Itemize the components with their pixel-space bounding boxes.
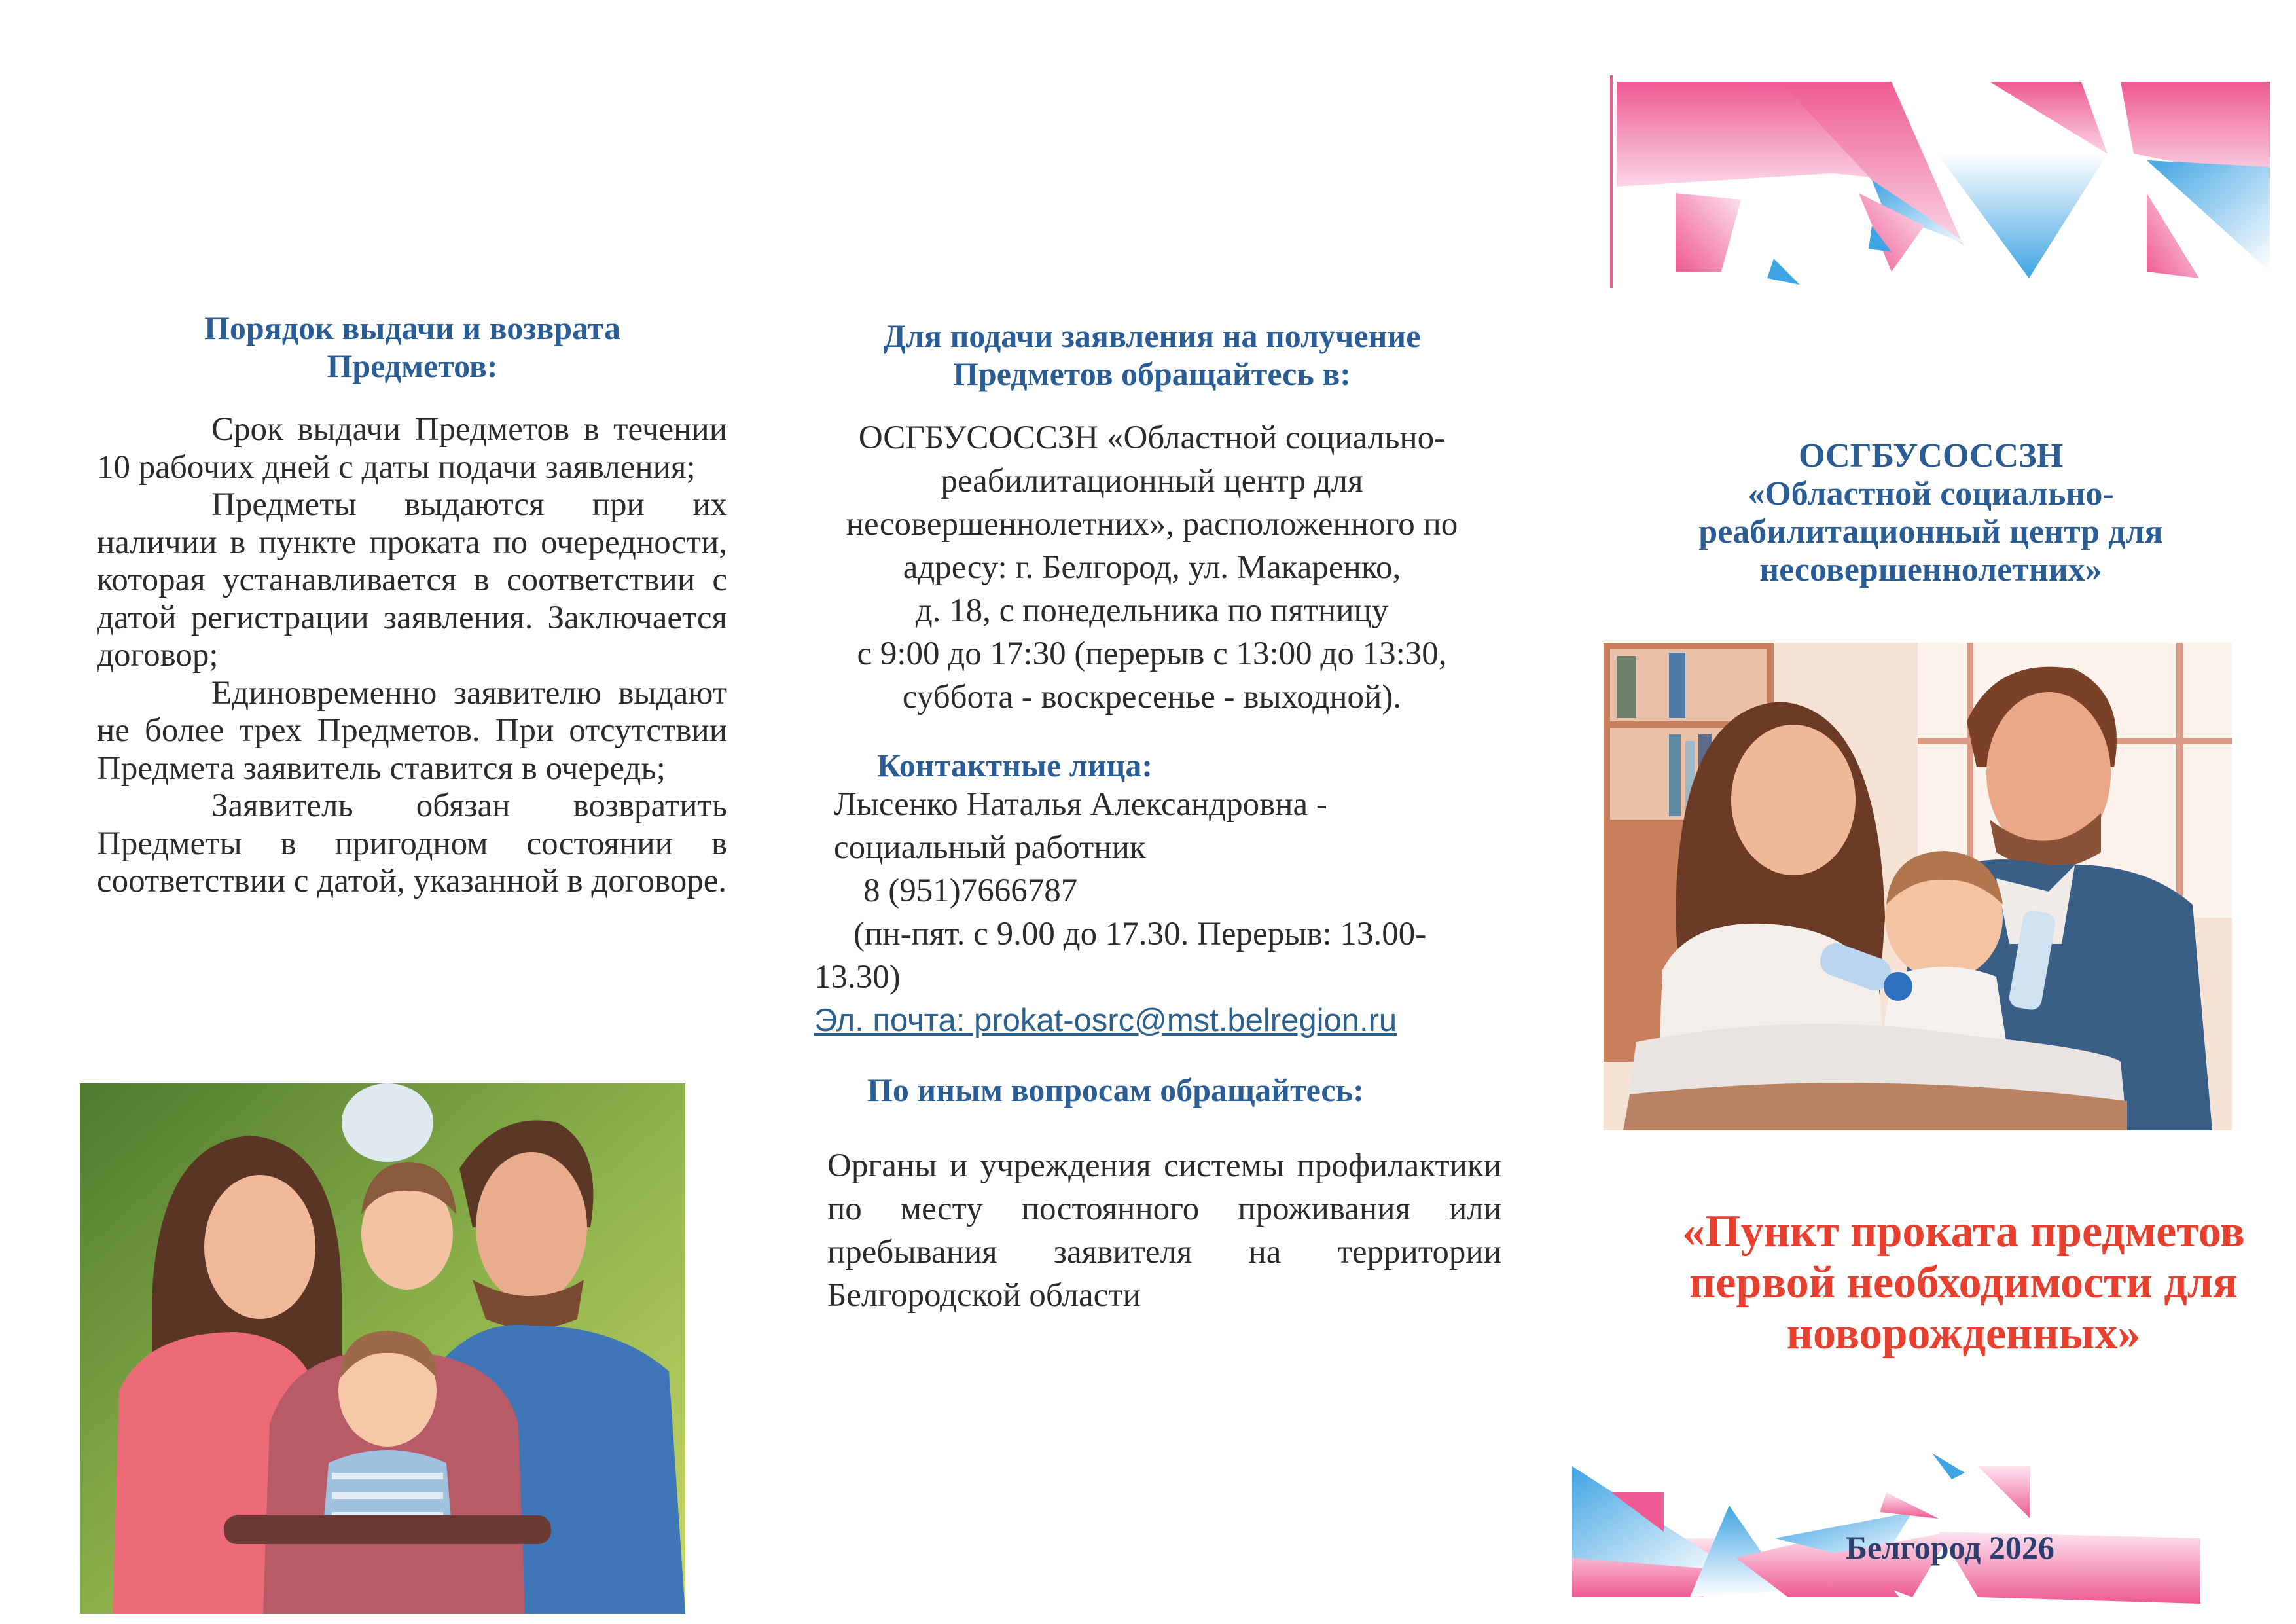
address-line: адресу: г. Белгород, ул. Макаренко, xyxy=(903,549,1401,586)
geometric-decoration-bottom xyxy=(1572,1440,2227,1610)
address-line: несовершеннолетних», расположенного по xyxy=(846,506,1458,543)
address-line: с 9:00 до 17:30 (перерыв с 13:00 до 13:30, xyxy=(857,636,1447,672)
rule-paragraph: Заявитель обязан возвратить Предметы в пригодном состоянии в соответствии с датой, указанной в договоре. xyxy=(97,787,727,899)
title-line: первой необходимости для xyxy=(1689,1257,2238,1308)
rule-paragraph: Срок выдачи Предметов в течении 10 рабочих дней с даты подачи заявления; xyxy=(97,411,727,486)
contact-hours: (пн-пят. с 9.00 до 17.30. Перерыв: 13.00- xyxy=(853,916,1427,952)
org-line: ОСГБУСОССЗН xyxy=(1798,437,2064,475)
email-link[interactable]: Эл. почта: prokat-osrc@mst.belregion.ru xyxy=(814,1003,1397,1038)
contact-phone[interactable]: 8 (951)7666787 xyxy=(863,873,1078,909)
org-line: «Областной социально- xyxy=(1748,475,2114,513)
contact-person xyxy=(814,783,1488,1042)
organization-name xyxy=(1636,437,2225,589)
address-line: д. 18, с понедельника по пятницу xyxy=(915,592,1389,629)
title-line: «Пункт проката предметов xyxy=(1682,1206,2245,1257)
issue-return-heading xyxy=(151,309,674,385)
parents-with-baby-photo xyxy=(1604,643,2232,1130)
contacts-heading: Контактные лица: xyxy=(877,747,1153,784)
organization-address xyxy=(812,416,1492,719)
address-line: реабилитационный центр для xyxy=(941,463,1363,499)
application-heading xyxy=(825,317,1479,393)
heading-line: Порядок выдачи и возврата xyxy=(204,310,620,346)
other-questions-heading: По иным вопросам обращайтесь: xyxy=(867,1072,1364,1108)
heading-line: Предметов обращайтесь в: xyxy=(953,355,1351,392)
org-line: реабилитационный центр для xyxy=(1698,513,2163,550)
contact-name: Лысенко Наталья Александровна - xyxy=(834,786,1327,823)
issue-return-rules-text xyxy=(97,411,727,901)
heading-line: Для подачи заявления на получение xyxy=(883,317,1421,354)
panel-application-contacts xyxy=(772,0,1538,1624)
panel-cover xyxy=(1538,0,2296,1624)
family-stroller-photo xyxy=(80,1083,685,1614)
city-year: Белгород 2026 xyxy=(1846,1529,2054,1566)
brochure-title xyxy=(1636,1206,2291,1360)
title-line: новорожденных» xyxy=(1786,1308,2141,1359)
address-line: ОСГБУСОССЗН «Областной социально- xyxy=(858,420,1446,456)
rule-paragraph: Единовременно заявителю выдают не более трех Предметов. При отсутствии Предмета заявитель ставится в очередь; xyxy=(97,674,727,787)
rule-paragraph: Предметы выдаются при их наличии в пункте проката по очередности, которая устанавливается в соответствии с датой регистрации заявления. Заключается договор; xyxy=(97,486,727,674)
other-questions-text: Органы и учреждения системы профилактики по месту постоянного проживания или пребывания заявителя на территории Белгородской области xyxy=(827,1147,1501,1314)
org-line: несовершеннолетних» xyxy=(1759,551,2102,588)
address-line: суббота - воскресенье - выходной). xyxy=(902,679,1402,715)
heading-line: Предметов: xyxy=(327,348,498,384)
contact-hours-cont: 13.30) xyxy=(814,959,901,996)
contact-role: социальный работник xyxy=(834,829,1146,866)
panel-issue-return-rules xyxy=(0,0,772,1624)
geometric-decoration-top xyxy=(1610,75,2270,295)
